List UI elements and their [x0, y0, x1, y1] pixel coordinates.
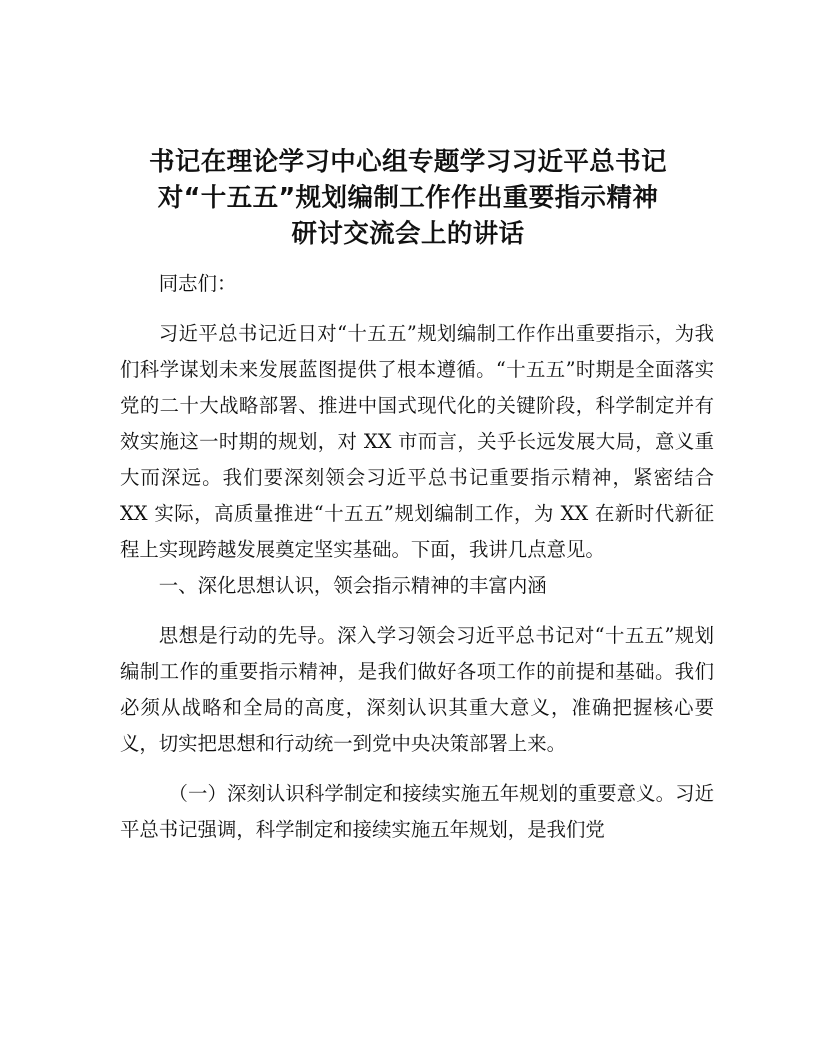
title-line-2: 对“十五五”规划编制工作作出重要指示精神 — [157, 183, 659, 213]
document-title — [110, 144, 706, 252]
intro-paragraph: 习近平总书记近日对“十五五”规划编制工作作出重要指示，为我们科学谋划未来发展蓝图提供了根本遵循。“十五五”时期是全面落实党的二十大战略部署、推进中国式现代化的关键阶段，科学制定并有效实施这一时期的规划，对 XX 市而言，关乎长远发展大局，意义重大而深远。我们要深刻领会习近平总书记重要指示精神，紧密结合 XX 实际，高质量推进“十五五”规划编制工作，为 XX 在新时代新征程上实现跨越发展奠定坚实基础。下面，我讲几点意见。 — [120, 322, 714, 561]
subsection-1-paragraph: （一）深刻认识科学制定和接续实施五年规划的重要意义。习近平总书记强调，科学制定和接续实施五年规划，是我们党 — [120, 782, 714, 841]
section-heading-1: 一、深化思想认识，领会指示精神的丰富内涵 — [158, 574, 547, 597]
title-line-1: 书记在理论学习中心组专题学习习近平总书记 — [148, 147, 667, 177]
document-body — [120, 266, 714, 848]
section-1-paragraph: 思想是行动的先导。深入学习领会习近平总书记对“十五五”规划编制工作的重要指示精神，是我们做好各项工作的前提和基础。我们必须从战略和全局的高度，深刻认识其重大意义，准确把握核心要义，切实把思想和行动统一到党中央决策部署上来。 — [120, 624, 714, 755]
salutation: 同志们： — [158, 272, 237, 295]
title-line-3: 研讨交流会上的讲话 — [291, 219, 525, 249]
